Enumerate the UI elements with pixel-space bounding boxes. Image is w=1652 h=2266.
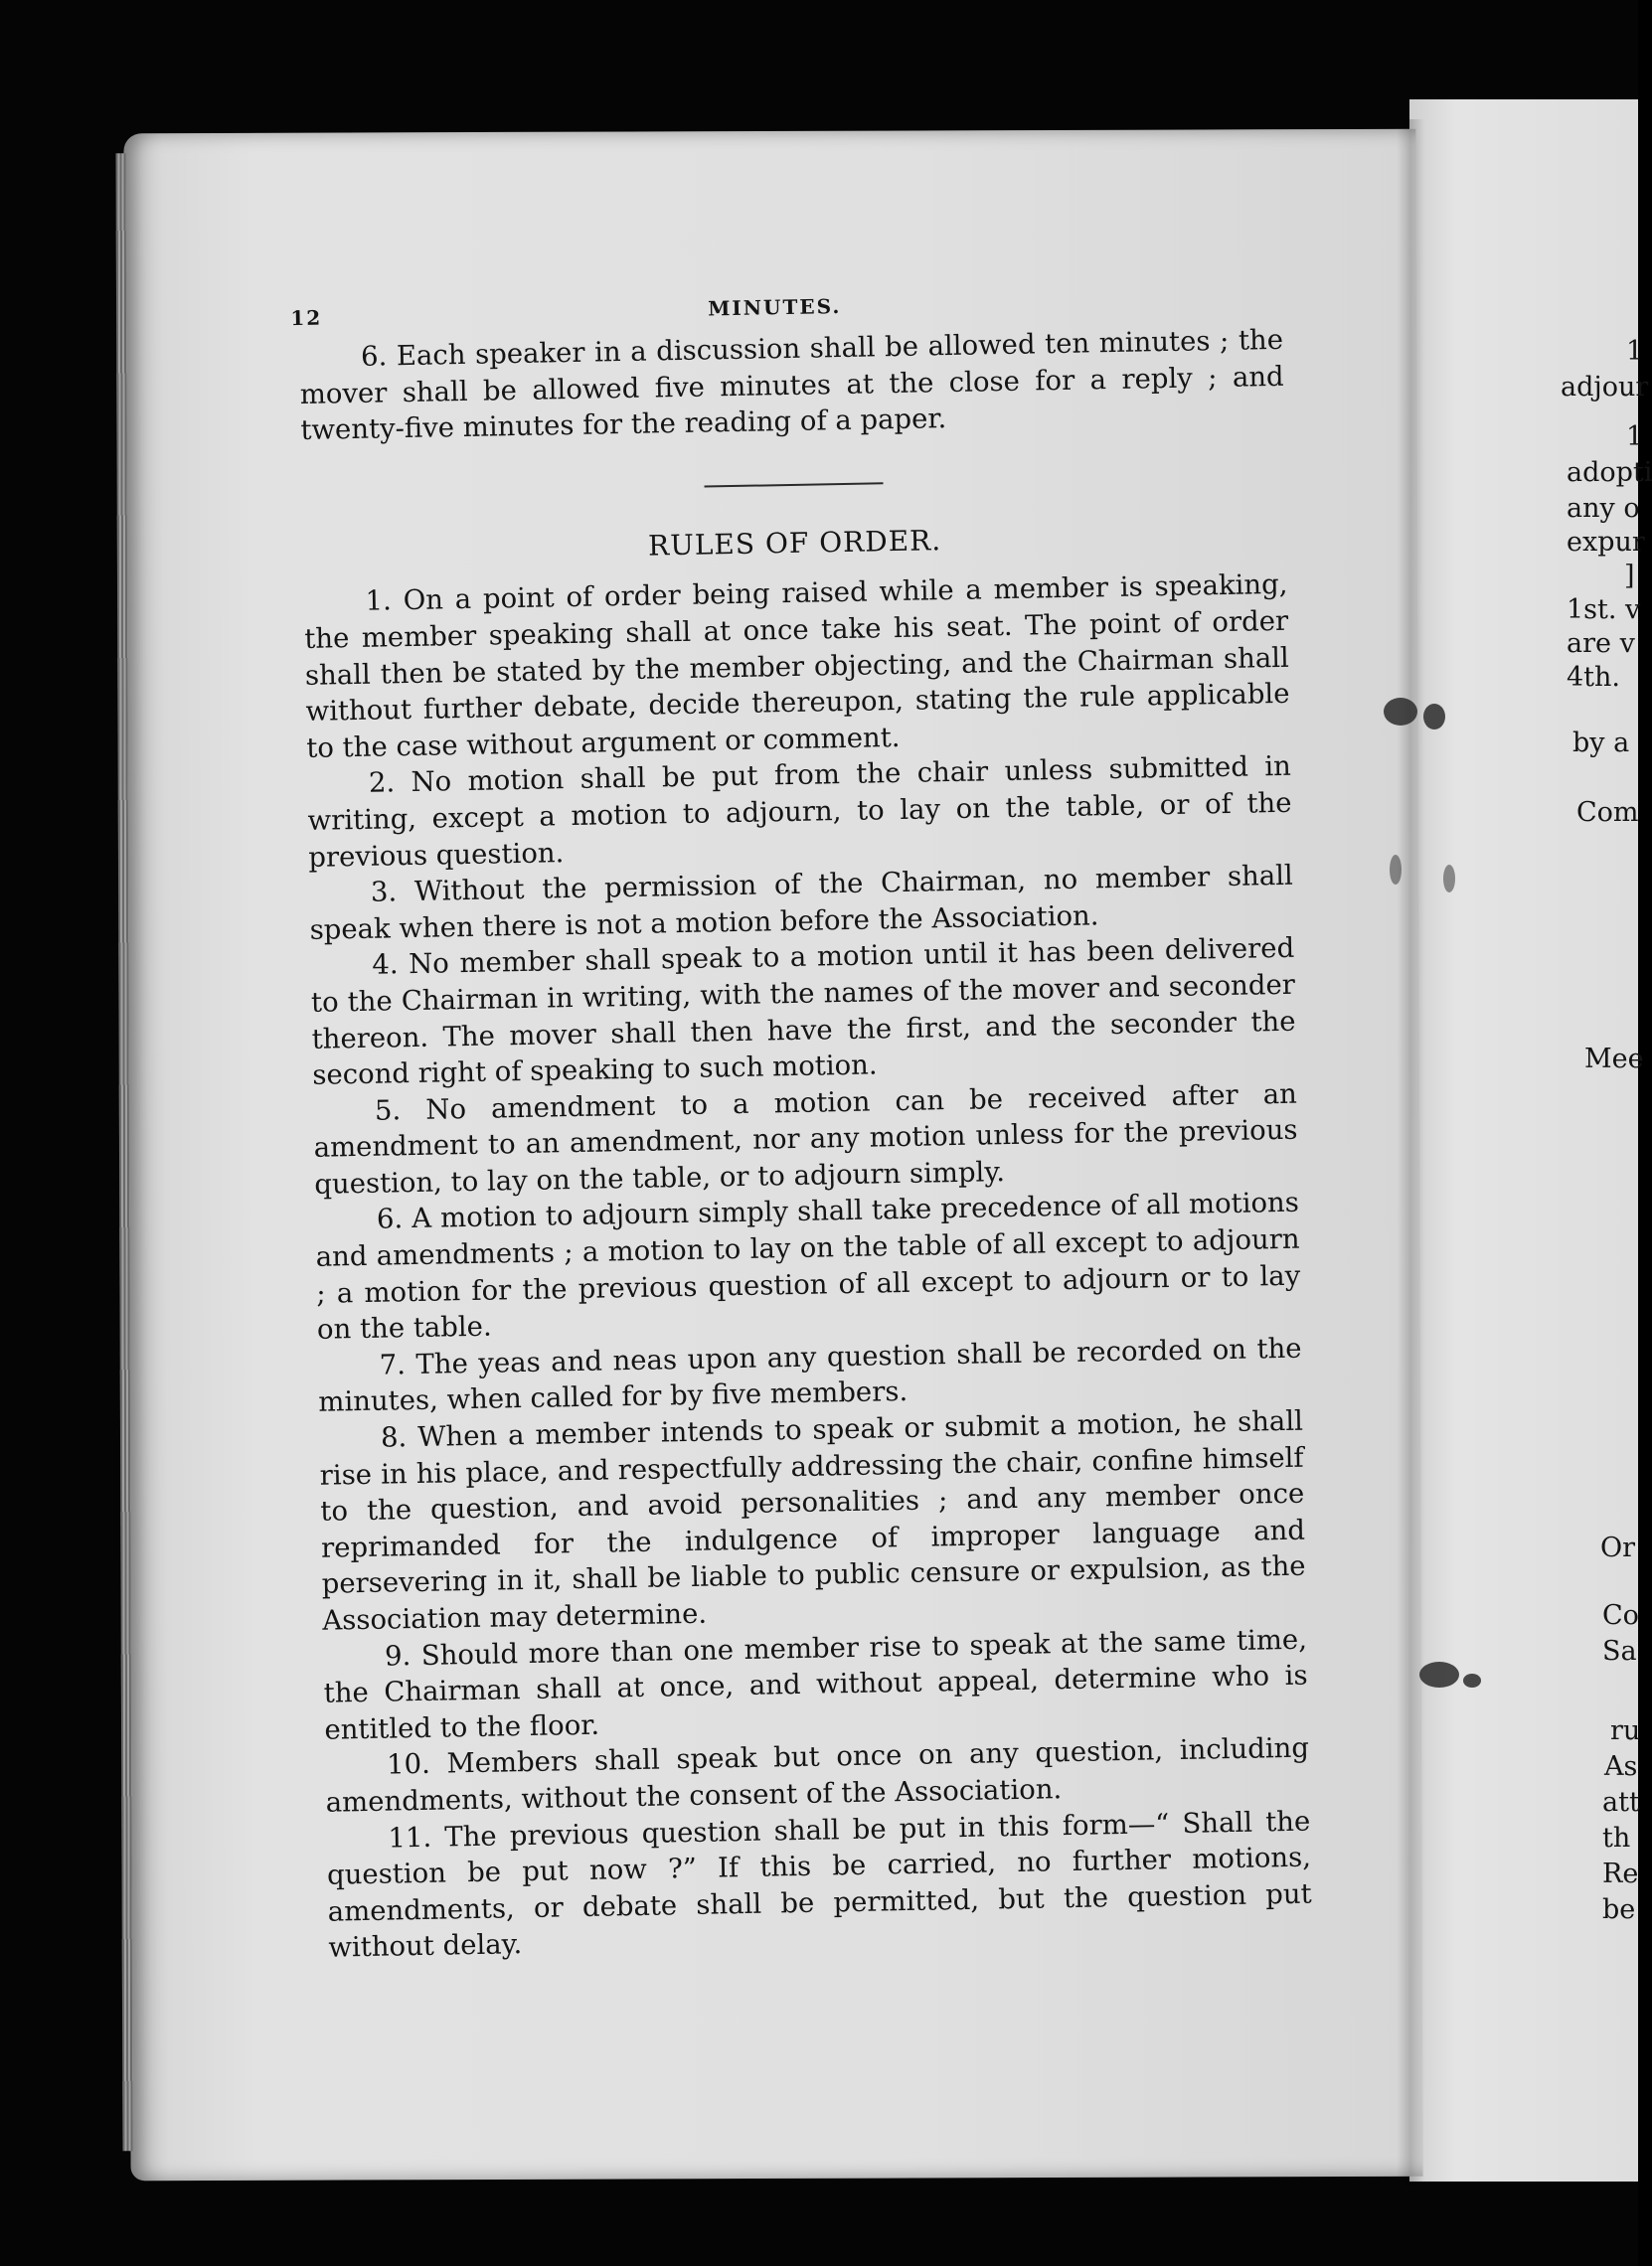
right-fragment: adjour [1561, 372, 1649, 403]
right-fragment: Com [1576, 797, 1639, 828]
section-heading: RULES OF ORDER. [647, 523, 942, 563]
rule-paragraph: 11. The previous question shall be put in this form—“ Shall the question be put now ?” If this be carried, no further motions, amendments, or debate shall be permitted, but the question put without delay. [326, 1805, 1312, 1965]
rule-paragraph: 4. No member shall speak to a motion until it has been delivered to the Chairman in writing, with the names of the mover and seconder thereon. The mover shall then have the first, and the seconder the second right of speaking to such motion. [310, 932, 1296, 1091]
right-fragment: 4th. [1567, 662, 1620, 693]
right-fragment: th [1602, 1823, 1631, 1854]
ink-stain [1419, 1662, 1459, 1688]
right-fragment: att [1602, 1787, 1640, 1818]
right-fragment: are v [1567, 628, 1635, 659]
right-fragment: Re [1602, 1859, 1639, 1889]
right-fragment: 1st. v [1567, 594, 1641, 625]
right-fragment: As [1604, 1751, 1638, 1782]
rule-paragraph: 9. Should more than one member rise to speak at the same time, the Chairman shall at once, and without appeal, determine who is entitled to the floor. [323, 1623, 1308, 1746]
section-divider [705, 482, 884, 487]
ink-stain [1463, 1674, 1481, 1688]
right-fragment: 1 [1626, 421, 1644, 452]
ink-stain [1384, 698, 1417, 726]
ink-stain [1423, 704, 1445, 729]
right-fragment: adopti [1567, 457, 1652, 488]
right-fragment: Sa [1602, 1636, 1637, 1667]
rule-paragraph: 1. On a point of order being raised while a member is speaking, the member speaking shall at once take his seat. The point of order shall then be stated by the member objecting, and the Chairman shall without further debate, decide thereupon, stating the rule applicable to the case without argument or comment. [303, 568, 1290, 764]
right-fragment: by a [1572, 728, 1630, 758]
right-fragment: ru [1610, 1715, 1641, 1746]
right-fragment: 1 [1626, 336, 1644, 367]
rule-paragraph: 8. When a member intends to speak or submit a motion, he shall rise in his place, and respectfully addressing the chair, confine himself to the question, and avoid personalities ; and any member once reprimanded for the indulgence of improper language and persevering in it, shall be liable to public censure or expulsion, as the Association may determine. [319, 1404, 1306, 1637]
right-fragment: ] [1624, 561, 1635, 591]
right-fragment: Co [1602, 1600, 1639, 1631]
left-page-text [290, 280, 1313, 1967]
right-fragment: expur [1567, 527, 1645, 558]
rule-paragraph: 5. No amendment to a motion can be received after an amendment to an amendment, nor any motion unless for the previous question, to lay on the table, or to adjourn simply. [313, 1077, 1298, 1201]
rule-paragraph: 6. A motion to adjourn simply shall take precedence of all motions and amendments ; a motion to lay on the table of all except to adjourn ; a motion for the previous question of all except to adjourn or to lay on the table. [315, 1187, 1301, 1347]
right-fragment: any o [1567, 493, 1640, 524]
ink-stain [1443, 865, 1455, 892]
rule-paragraph: 2. No motion shall be put from the chair unless submitted in writing, except a motion to adjourn, to lay on the table, or of the previous question. [307, 750, 1292, 874]
rule-paragraph: 10. Members shall speak but once on any question, including amendments, without the consent of the Association. [325, 1731, 1310, 1819]
right-fragment: be [1602, 1894, 1636, 1925]
book-gutter [1397, 119, 1424, 2186]
running-title: MINUTES. [708, 293, 842, 321]
page-number: 12 [290, 305, 323, 331]
intro-paragraph: 6. Each speaker in a discussion shall be allowed ten minutes ; the mover shall be allowed five minutes at the close for a reply ; and twenty-five minutes for the reading of a paper. [299, 323, 1284, 447]
ink-stain [1390, 855, 1402, 885]
right-fragment: Mee [1584, 1044, 1644, 1074]
right-fragment: Or [1600, 1533, 1636, 1563]
rule-paragraph: 3. Without the permission of the Chairman, no member shall speak when there is not a motion before the Association. [309, 859, 1294, 946]
rule-paragraph: 7. The yeas and neas upon any question shall be recorded on the minutes, when called for by five members. [318, 1332, 1302, 1419]
